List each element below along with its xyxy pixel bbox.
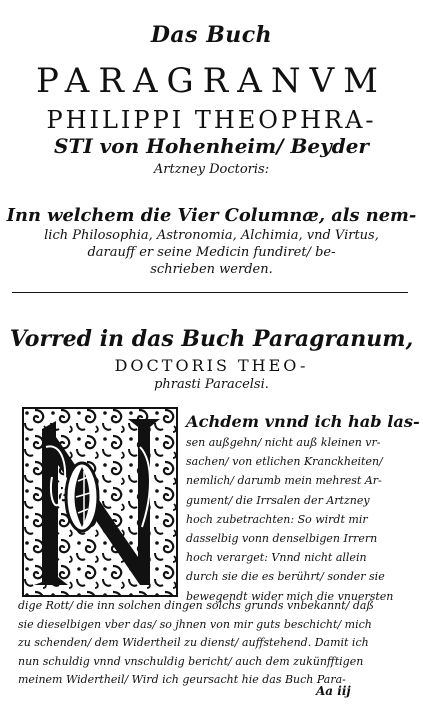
text-line: hoch verarget: Vnnd nicht allein bbox=[186, 551, 367, 565]
title-line-1: Das Buch bbox=[150, 22, 273, 48]
preface-heading-line-1: Vorred in das Buch Paragranum, bbox=[9, 326, 414, 352]
preface-heading-line-2: DOCTORIS THEO- bbox=[114, 356, 309, 375]
text-line: meinem Widertheil/ Wird ich geursacht hie das Buch Para- bbox=[18, 673, 346, 686]
text-line: gument/ die Irrsalen der Artzney bbox=[186, 493, 370, 507]
divider-rule bbox=[12, 292, 408, 293]
title-line-4: STI von Hohenheim/ Beyder bbox=[54, 134, 369, 158]
text-line: dasselbig vonn denselbigen Irrern bbox=[186, 532, 378, 546]
paragraph-full-width bbox=[18, 597, 414, 690]
subtitle-line-4: schrieben werden. bbox=[150, 262, 273, 277]
subtitle-line-2: lich Philosophia, Astronomia, Alchimia, vnd Virtus, bbox=[44, 228, 379, 243]
signature-mark: Aa iij bbox=[316, 684, 351, 698]
text-line: sie dieselbigen vber das/ so jhnen von mir guts beschicht/ mich bbox=[18, 617, 372, 631]
text-line: sachen/ von etlichen Kranckheiten/ bbox=[186, 455, 383, 469]
text-line: nemlich/ darumb mein mehrest Ar- bbox=[186, 474, 382, 488]
subtitle-line-1: Inn welchem die Vier Columnæ, als nem- bbox=[6, 205, 417, 226]
text-line: bewegendt wider mich die vnuersten bbox=[186, 589, 394, 603]
subtitle-line-3: darauff er seine Medicin fundiret/ be- bbox=[87, 245, 336, 260]
text-line: dige Rott/ die inn solchen dingen solchs grunds vnbekannt/ daß bbox=[18, 599, 374, 612]
text-line: zu schenden/ dem Widertheil zu dienst/ auffstehend. Damit ich bbox=[18, 636, 369, 649]
decorated-initial-n-icon bbox=[22, 407, 178, 597]
text-line: hoch zubetrachten: So wirdt mir bbox=[186, 512, 368, 526]
text-line: durch sie die es berührt/ sonder sie bbox=[186, 570, 385, 584]
title-line-5: Artzney Doctoris: bbox=[153, 162, 270, 177]
text-line: nun schuldig vnnd vnschuldig bericht/ auch dem zukünfftigen bbox=[18, 654, 364, 668]
text-line: Achdem vnnd ich hab las- bbox=[186, 412, 420, 431]
paragraph-beside-initial bbox=[186, 411, 420, 606]
title-line-2: PARAGRANVM bbox=[36, 61, 387, 101]
preface-heading-line-3: phrasti Paracelsi. bbox=[154, 377, 269, 392]
title-line-3: PHILIPPI THEOPHRA- bbox=[46, 106, 377, 134]
text-line: sen außgehn/ nicht auß kleinen vr- bbox=[186, 436, 381, 449]
